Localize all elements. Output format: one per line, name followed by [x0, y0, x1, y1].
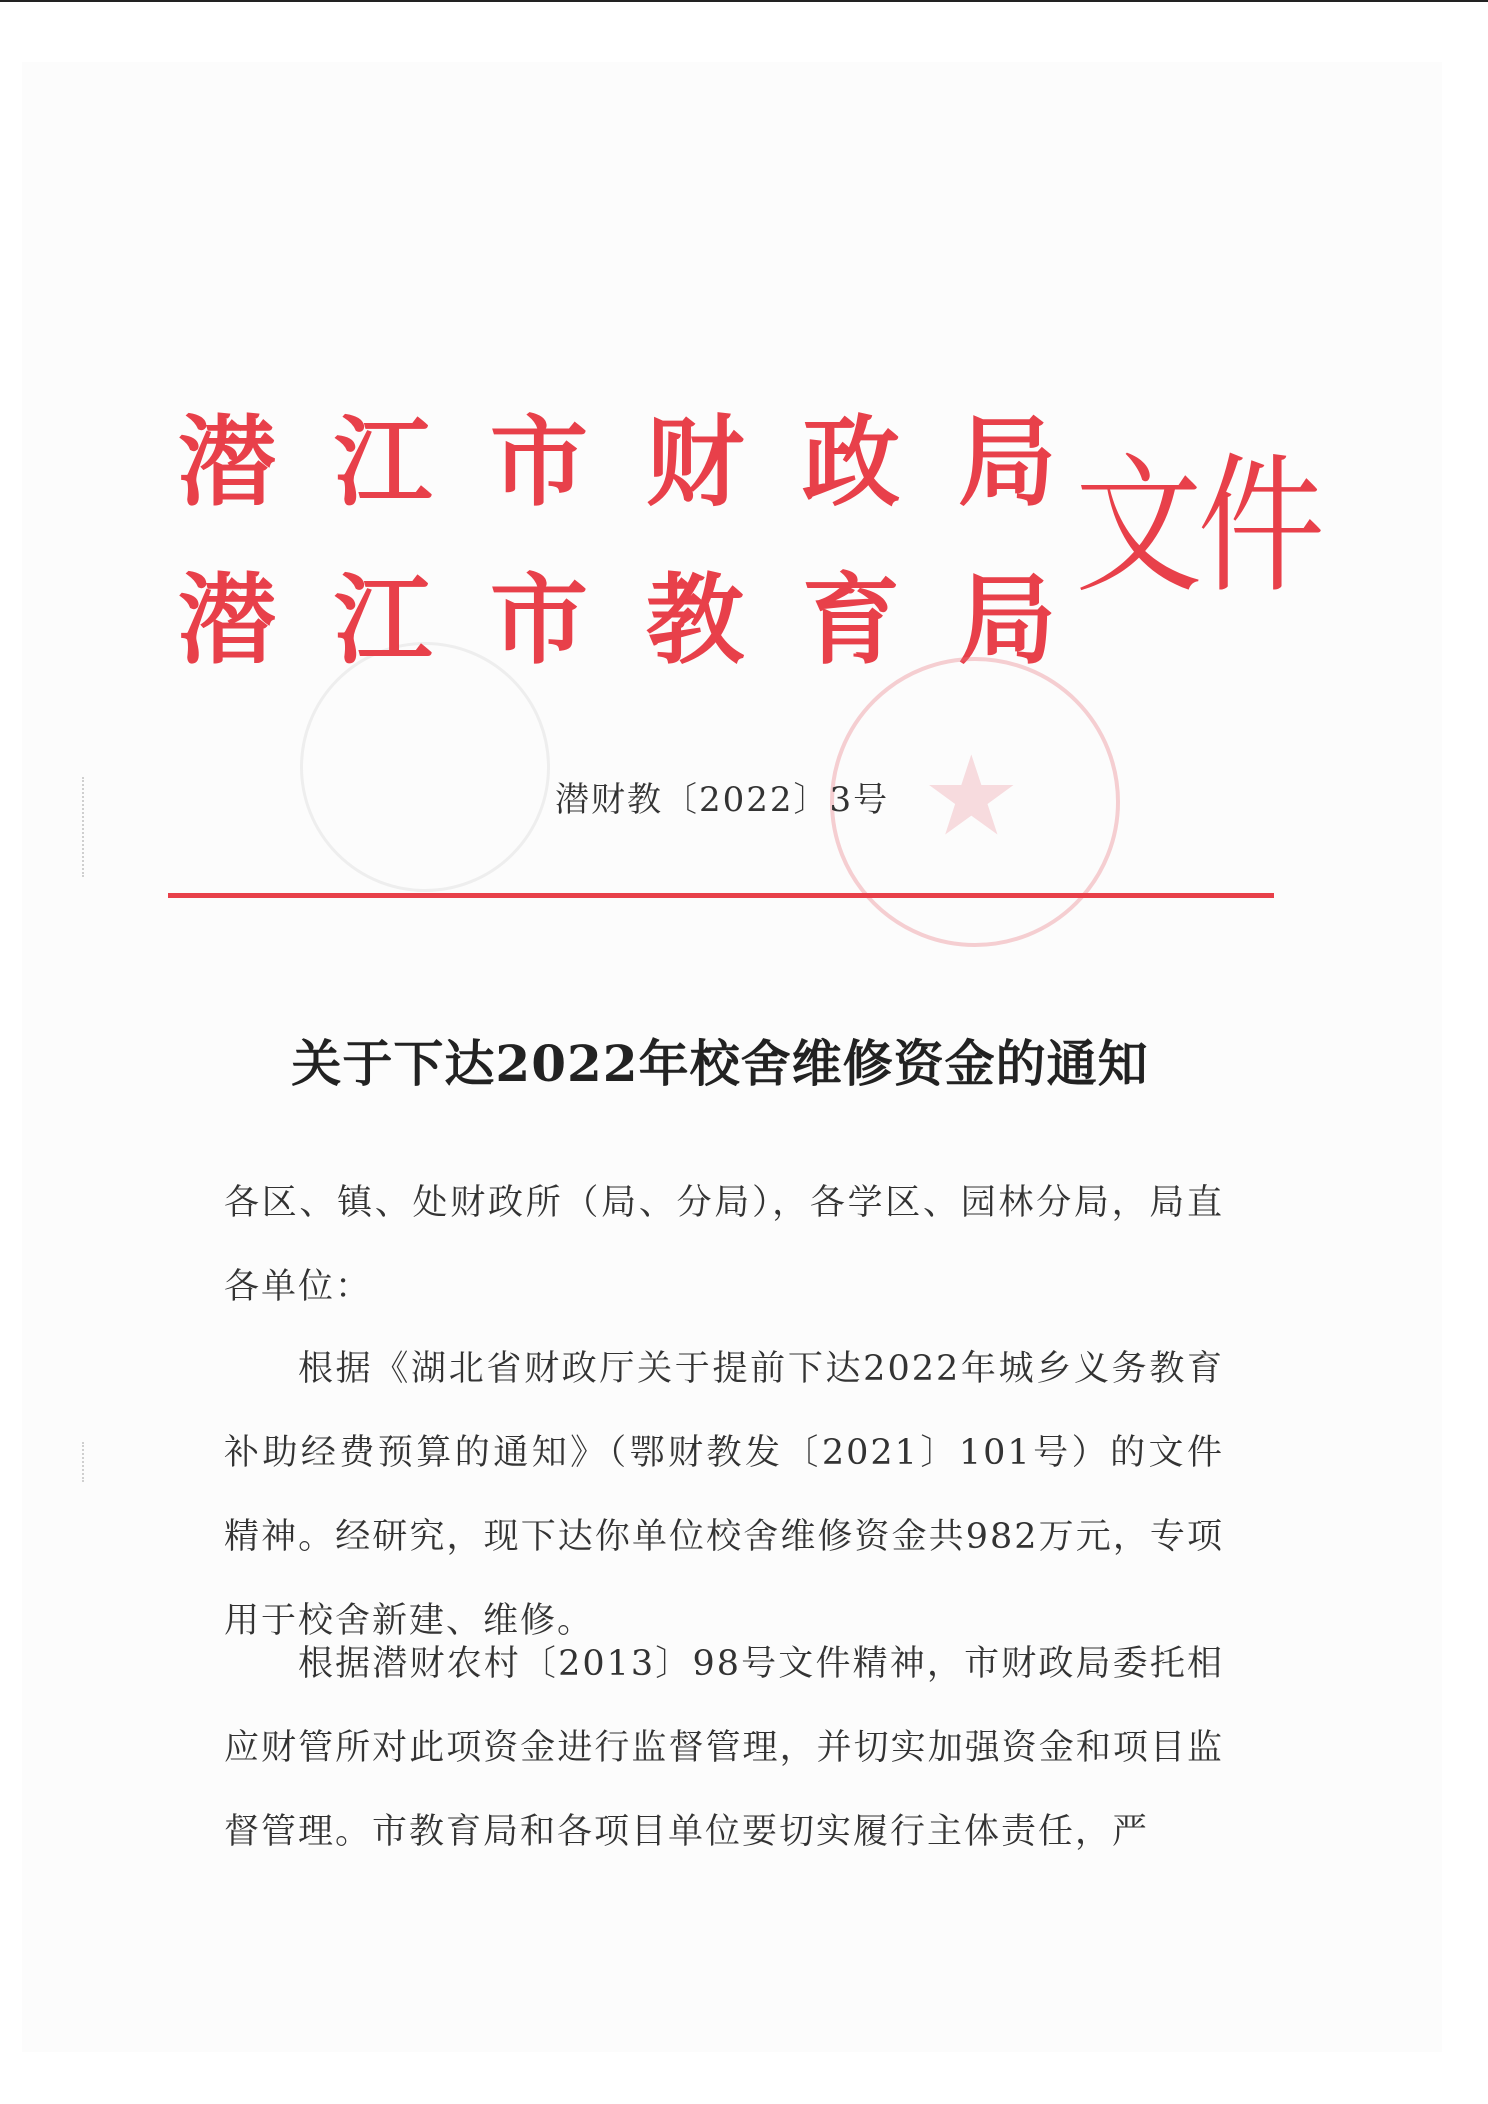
- document-number: 潜财教〔2022〕3号: [555, 780, 890, 820]
- document-header-word: 文件: [1075, 440, 1320, 614]
- paragraph-1: [224, 1327, 1224, 1663]
- document-title: 关于下达2022年校舍维修资金的通知: [291, 1034, 1149, 1093]
- paragraph-2: [224, 1622, 1224, 1874]
- margin-mark: [82, 1442, 106, 1482]
- paragraph-1-text: 根据《湖北省财政厅关于提前下达2022年城乡义务教育补助经费预算的通知》（鄂财教发〔2021〕101号）的文件精神。经研究，现下达你单位校舍维修资金共982万元，专项用于校舍新建、维修。: [224, 1349, 1224, 1641]
- salutation: [224, 1161, 1224, 1329]
- red-header-rule: [168, 893, 1274, 898]
- star-icon: ★: [922, 732, 1021, 860]
- issuer-line-finance-bureau: 潜江市财政局: [178, 405, 1115, 520]
- issuer-line-education-bureau: 潜江市教育局: [178, 563, 1115, 678]
- salutation-text: 各区、镇、处财政所（局、分局），各学区、园林分局，局直各单位：: [224, 1183, 1224, 1307]
- margin-mark: [82, 777, 106, 877]
- paragraph-2-text: 根据潜财农村〔2013〕98号文件精神，市财政局委托相应财管所对此项资金进行监督管理，并切实加强资金和项目监督管理。市教育局和各项目单位要切实履行主体责任，严: [224, 1644, 1224, 1852]
- faint-seal-impression: [300, 642, 550, 892]
